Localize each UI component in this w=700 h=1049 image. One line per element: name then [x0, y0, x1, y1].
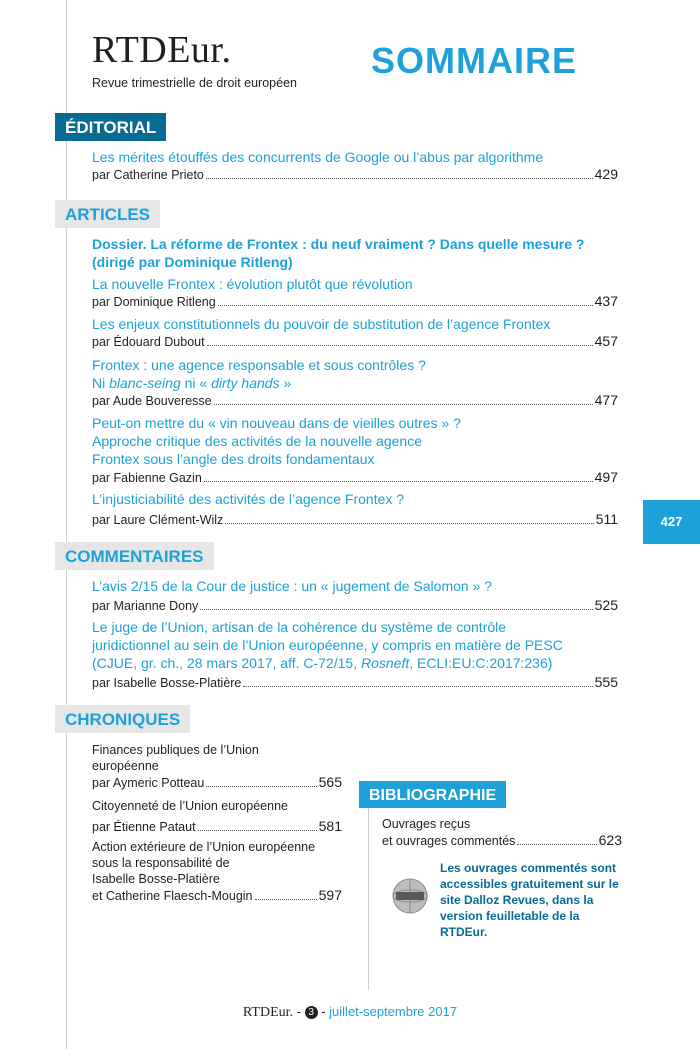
chronicle-title-line: Action extérieure de l’Union européenne	[92, 840, 316, 854]
article-title[interactable]	[92, 618, 632, 672]
chronicle-subline: sous la responsabilité de	[92, 856, 230, 870]
chronicle-title-line: Finances publiques de l’Union	[92, 743, 259, 757]
article-title[interactable]: La nouvelle Frontex : évolution plutôt que révolution	[92, 276, 413, 292]
leader-dots	[206, 178, 593, 179]
author: par Marianne Dony	[92, 599, 199, 613]
dossier-title-line: Dossier. La réforme de Frontex : du neuf vraiment ? Dans quelle mesure ?	[92, 236, 585, 252]
page-title: SOMMAIRE	[371, 40, 577, 81]
left-margin-rule	[66, 0, 67, 1049]
bibliography-line: et ouvrages commentés	[382, 834, 516, 848]
author: par Aymeric Potteau	[92, 776, 205, 790]
section-heading-editorial: ÉDITORIAL	[55, 113, 166, 141]
article-title-line: Ni blanc-seing ni « dirty hands »	[92, 375, 292, 391]
author: par Laure Clément-Wilz	[92, 513, 224, 527]
article-title-line: Approche critique des activités de la nouvelle agence	[92, 433, 422, 449]
online-access-icon	[390, 876, 430, 921]
leader-dots	[200, 609, 592, 610]
page-footer: RTDEur. - 3 - juillet-septembre 2017	[242, 1004, 458, 1020]
journal-logo: RTDEur.	[92, 29, 232, 71]
article-title[interactable]: L’avis 2/15 de la Cour de justice : un « jugement de Salomon » ?	[92, 578, 493, 594]
page-number: 477	[594, 392, 618, 408]
author: par Édouard Dubout	[92, 335, 205, 349]
leader-dots	[206, 786, 316, 787]
article-title[interactable]	[92, 414, 622, 468]
leader-dots	[243, 686, 592, 687]
article-title[interactable]	[92, 356, 622, 392]
article-byline	[92, 166, 618, 182]
article-title-line: juridictionnel au sein de l’Union européenne, y compris en matière de PESC	[92, 637, 563, 653]
article-title-line: Frontex : une agence responsable et sous contrôles ?	[92, 357, 426, 373]
dossier-title	[92, 235, 622, 271]
chronicle-byline	[92, 887, 342, 904]
leader-dots	[214, 404, 593, 405]
page-number: 565	[318, 774, 342, 790]
bibliography-entry[interactable]	[382, 816, 622, 849]
page-tab-badge: 427	[643, 500, 700, 544]
author: par Dominique Ritleng	[92, 295, 216, 309]
chronicle-entry[interactable]	[92, 742, 342, 791]
author: par Aude Bouveresse	[92, 394, 212, 408]
chronicle-title-line: européenne	[92, 759, 159, 773]
article-title-line: Le juge de l’Union, artisan de la cohérence du système de contrôle	[92, 619, 507, 635]
bibliography-byline	[382, 832, 622, 849]
article-title[interactable]: Les mérites étouffés des concurrents de Google ou l’abus par algorithme	[92, 149, 544, 165]
page-number: 623	[598, 832, 622, 848]
page-number: 511	[595, 511, 618, 527]
footer-date: juillet-septembre 2017	[329, 1004, 458, 1019]
article-byline	[92, 597, 618, 613]
article-byline	[92, 392, 618, 408]
chronicle-entry[interactable]	[92, 798, 342, 835]
leader-dots	[255, 899, 317, 900]
dossier-editor-line: (dirigé par Dominique Ritleng)	[92, 254, 293, 270]
author: et Catherine Flaesch-Mougin	[92, 889, 253, 903]
page-number: 597	[318, 887, 342, 903]
author: par Étienne Pataut	[92, 820, 196, 834]
article-byline	[92, 333, 618, 349]
article-byline	[92, 469, 618, 485]
page-number: 497	[594, 469, 618, 485]
author: par Catherine Prieto	[92, 168, 204, 182]
article-byline	[92, 511, 618, 527]
chronicle-byline	[92, 818, 342, 835]
footer-brand: RTDEur.	[242, 1005, 294, 1020]
section-heading-commentaires: COMMENTAIRES	[55, 542, 214, 570]
leader-dots	[517, 844, 596, 845]
leader-dots	[207, 345, 593, 346]
article-byline	[92, 674, 618, 690]
article-byline	[92, 293, 618, 309]
article-title-line: (CJUE, gr. ch., 28 mars 2017, aff. C-72/15, Rosneft, ECLI:EU:C:2017:236)	[92, 655, 553, 671]
article-title-line: Peut-on mettre du « vin nouveau dans de vieilles outres » ?	[92, 415, 461, 431]
section-heading-articles: ARTICLES	[55, 200, 160, 228]
leader-dots	[225, 523, 593, 524]
chronicle-subline: Isabelle Bosse-Platière	[92, 872, 220, 886]
journal-subtitle: Revue trimestrielle de droit européen	[92, 76, 297, 90]
column-divider-rule	[368, 795, 369, 990]
author: par Isabelle Bosse-Platière	[92, 676, 242, 690]
section-heading-chroniques: CHRONIQUES	[55, 705, 190, 733]
leader-dots	[198, 830, 317, 831]
bibliography-note: Les ouvrages commentés sont accessibles gratuitement sur le site Dalloz Revues, dans la version feuilletable de la RTDEur.	[440, 861, 619, 939]
leader-dots	[218, 305, 593, 306]
chronicle-entry[interactable]	[92, 839, 342, 904]
page-number: 555	[594, 674, 618, 690]
article-title-line: Frontex sous l’angle des droits fondamentaux	[92, 451, 375, 467]
bibliography-line: Ouvrages reçus	[382, 817, 471, 831]
page-number: 437	[594, 293, 618, 309]
page-number: 457	[594, 333, 618, 349]
article-title[interactable]: L’injusticiabilité des activités de l’agence Frontex ?	[92, 491, 405, 507]
page-number: 525	[594, 597, 618, 613]
chronicle-byline	[92, 774, 342, 791]
chronicle-title-line: Citoyenneté de l’Union européenne	[92, 799, 288, 813]
issue-number: 3	[305, 1006, 318, 1019]
leader-dots	[204, 481, 593, 482]
page-number: 429	[594, 166, 618, 182]
article-title[interactable]: Les enjeux constitutionnels du pouvoir de substitution de l’agence Frontex	[92, 316, 551, 332]
author: par Fabienne Gazin	[92, 471, 202, 485]
page-number: 581	[318, 818, 342, 834]
section-heading-bibliographie: BIBLIOGRAPHIE	[359, 781, 506, 808]
